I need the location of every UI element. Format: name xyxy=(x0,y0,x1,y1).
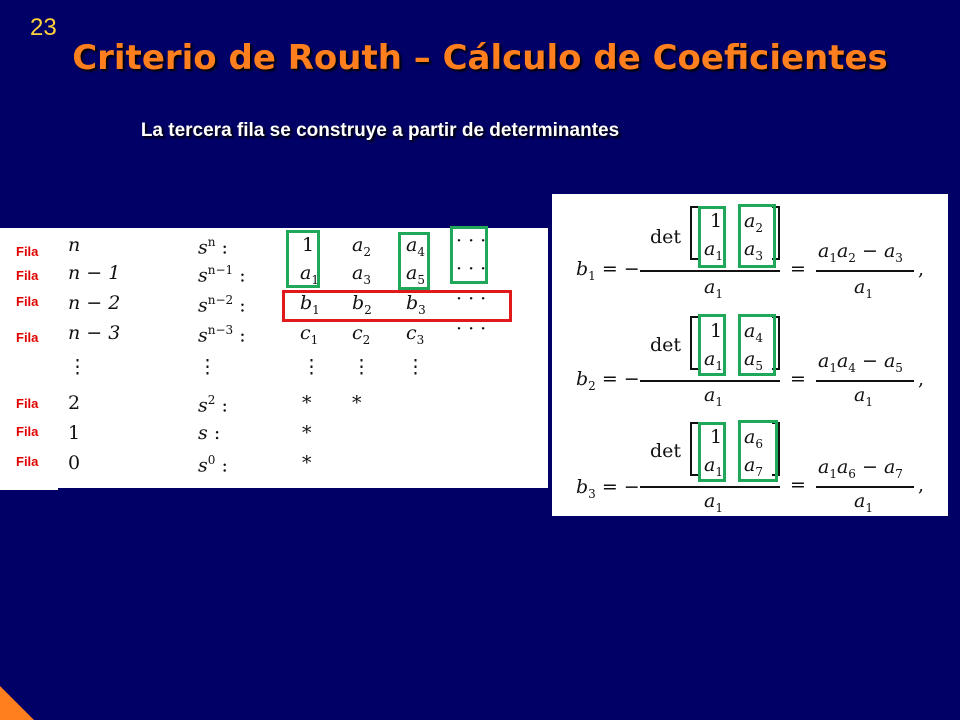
vertical-ellipsis: ⋮ xyxy=(406,356,425,378)
slide-number: 23 xyxy=(30,14,57,41)
matrix-bracket-left xyxy=(690,206,698,260)
comma: , xyxy=(918,258,925,280)
matrix-entry: $a_6$ xyxy=(744,426,763,451)
corner-decoration xyxy=(0,686,34,720)
routh-array-panel xyxy=(56,228,548,488)
highlight-third-row xyxy=(282,290,512,322)
determinant-formulas-panel xyxy=(552,194,948,516)
row-power: $s^{n-2}$ : xyxy=(198,293,246,317)
coef-cell: $a_3$ xyxy=(352,262,371,287)
fraction-bar xyxy=(816,270,914,272)
vertical-ellipsis: ⋮ xyxy=(198,356,217,378)
equals-sign: = xyxy=(790,258,806,280)
result-denominator: $a_1$ xyxy=(854,276,873,301)
highlight-matrix-column xyxy=(698,422,726,482)
fraction-bar xyxy=(640,380,780,382)
matrix-bracket-left xyxy=(690,316,698,370)
highlight-matrix-column xyxy=(738,420,778,482)
row-index: n xyxy=(68,234,81,256)
highlight-matrix-column xyxy=(698,206,726,268)
vertical-ellipsis: ⋮ xyxy=(302,356,321,378)
highlight-matrix-column xyxy=(738,314,776,376)
row-index: n − 3 xyxy=(68,322,121,344)
fraction-denominator: $a_1$ xyxy=(704,276,723,301)
fila-label: Fila xyxy=(16,244,39,259)
ellipsis-cell: · · · xyxy=(456,318,487,340)
row-index: 2 xyxy=(68,392,81,414)
fila-label: Fila xyxy=(16,330,39,345)
fila-label: Fila xyxy=(16,424,39,439)
coef-cell: $a_2$ xyxy=(352,234,371,259)
row-power: s : xyxy=(198,422,221,444)
coef-cell: $b_3$ xyxy=(406,292,426,317)
row-index: n − 2 xyxy=(68,292,121,314)
row-power: $s^{n-1}$ : xyxy=(198,263,246,287)
coef-cell: * xyxy=(302,392,312,414)
matrix-entry: $a_1$ xyxy=(704,454,723,479)
fila-label: Fila xyxy=(16,396,39,411)
coef-cell: $c_3$ xyxy=(406,322,425,347)
matrix-entry: $a_7$ xyxy=(744,454,763,479)
coef-cell: 1 xyxy=(302,234,315,256)
vertical-ellipsis: ⋮ xyxy=(68,356,87,378)
formula-lhs: $b_3$ = − xyxy=(576,476,640,501)
result-denominator: $a_1$ xyxy=(854,490,873,515)
row-power: $s^0$ : xyxy=(198,453,228,477)
result-denominator: $a_1$ xyxy=(854,384,873,409)
fraction-bar xyxy=(640,486,780,488)
coef-cell: $a_5$ xyxy=(406,262,425,287)
result-numerator: $a_1a_4 - a_5$ xyxy=(818,350,903,375)
det-label: det xyxy=(650,226,682,248)
highlight-column-1 xyxy=(286,230,320,288)
row-index: 1 xyxy=(68,422,81,444)
matrix-entry: 1 xyxy=(710,426,723,448)
equals-sign: = xyxy=(790,368,806,390)
coef-cell: $c_2$ xyxy=(352,322,371,347)
ellipsis-cell: · · · xyxy=(456,288,487,310)
formula-lhs: $b_2$ = − xyxy=(576,368,640,393)
ellipsis-cell: · · · xyxy=(456,230,487,252)
matrix-entry: $a_3$ xyxy=(744,238,763,263)
det-label: det xyxy=(650,334,682,356)
fraction-bar xyxy=(816,380,914,382)
fila-label: Fila xyxy=(16,294,39,309)
matrix-entry: $a_1$ xyxy=(704,238,723,263)
ellipsis-cell: · · · xyxy=(456,258,487,280)
fraction-bar xyxy=(640,270,780,272)
fila-label: Fila xyxy=(16,268,39,283)
matrix-bracket-left xyxy=(690,422,698,476)
fila-label-column xyxy=(0,228,58,490)
coef-cell: $a_4$ xyxy=(406,234,425,259)
coef-cell: $c_1$ xyxy=(300,322,319,347)
coef-cell: * xyxy=(302,452,312,474)
matrix-entry: $a_4$ xyxy=(744,320,763,345)
coef-cell: $b_1$ xyxy=(300,292,320,317)
formula-lhs: $b_1$ = − xyxy=(576,258,640,283)
matrix-entry: 1 xyxy=(710,210,723,232)
highlight-column-3 xyxy=(398,232,430,290)
comma: , xyxy=(918,474,925,496)
row-power: $s^n$ : xyxy=(198,235,228,259)
matrix-entry: $a_1$ xyxy=(704,348,723,373)
det-label: det xyxy=(650,440,682,462)
result-numerator: $a_1a_6 - a_7$ xyxy=(818,456,903,481)
highlight-matrix-column xyxy=(738,204,776,268)
equals-sign: = xyxy=(790,474,806,496)
row-index: n − 1 xyxy=(68,262,121,284)
matrix-entry: $a_5$ xyxy=(744,348,763,373)
slide-subtitle: La tercera fila se construye a partir de determinantes xyxy=(140,120,620,141)
fraction-denominator: $a_1$ xyxy=(704,384,723,409)
highlight-column-4 xyxy=(450,226,488,284)
coef-cell: $b_2$ xyxy=(352,292,372,317)
fraction-denominator: $a_1$ xyxy=(704,490,723,515)
fila-label: Fila xyxy=(16,454,39,469)
slide-title: Criterio de Routh – Cálculo de Coeficientes xyxy=(72,38,888,78)
coef-cell: * xyxy=(352,392,362,414)
vertical-ellipsis: ⋮ xyxy=(352,356,371,378)
coef-cell: $a_1$ xyxy=(300,262,319,287)
matrix-entry: $a_2$ xyxy=(744,210,763,235)
comma: , xyxy=(918,368,925,390)
row-power: $s^{n-3}$ : xyxy=(198,323,246,347)
matrix-entry: 1 xyxy=(710,320,723,342)
highlight-matrix-column xyxy=(698,314,726,376)
row-power: $s^2$ : xyxy=(198,393,228,417)
result-numerator: $a_1a_2 - a_3$ xyxy=(818,240,903,265)
row-index: 0 xyxy=(68,452,81,474)
fraction-bar xyxy=(816,486,914,488)
coef-cell: * xyxy=(302,422,312,444)
